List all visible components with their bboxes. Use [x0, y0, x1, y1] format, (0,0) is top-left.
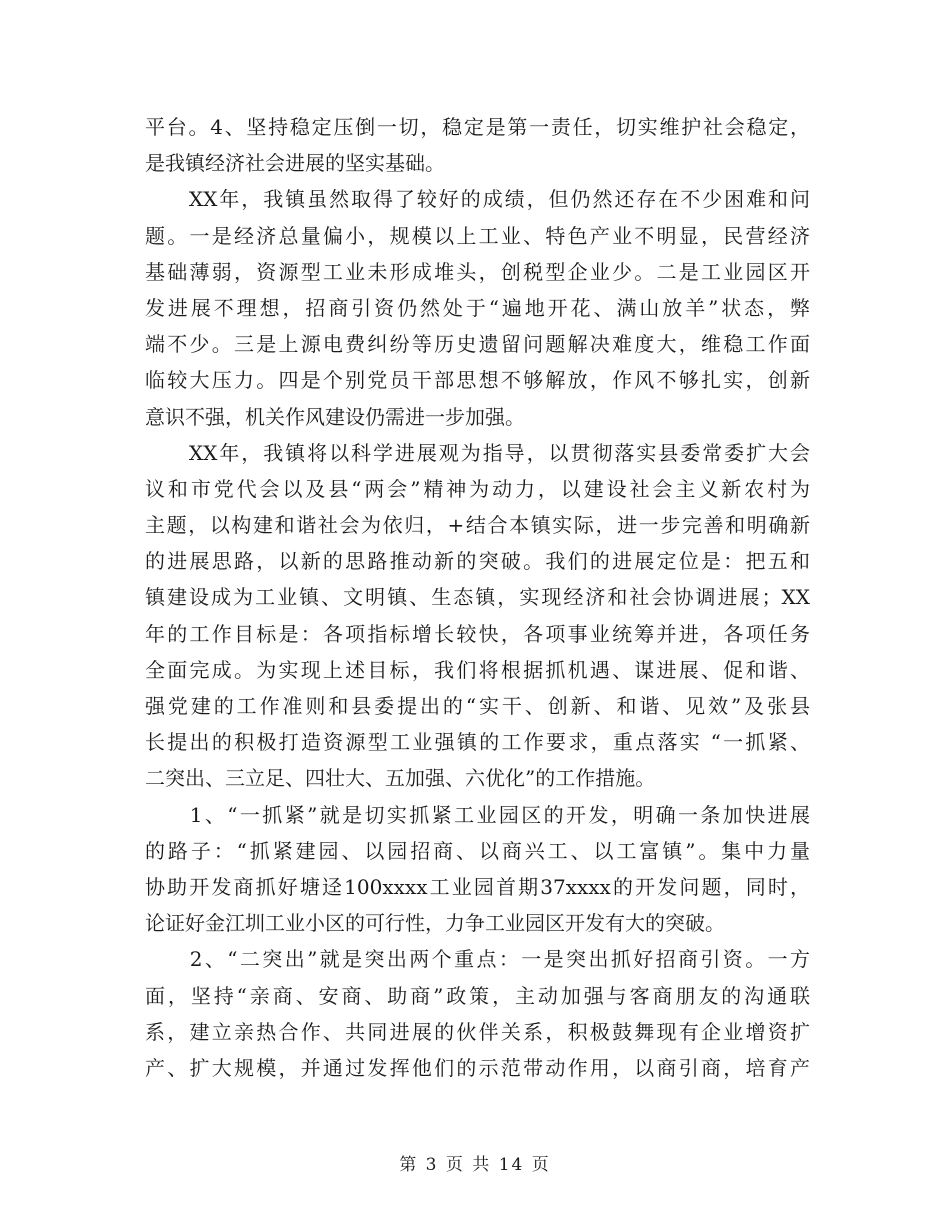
- text-line: 强党建的工作准则和县委提出的“实干、创新、和谐、见效”及张县: [145, 694, 810, 718]
- text-line: 长提出的积极打造资源型工业强镇的工作要求，重点落实 “一抓紧、: [145, 730, 810, 755]
- page-footer: 第 3 页 共 14 页: [399, 1155, 551, 1175]
- text-line: 全面完成。为实现上述目标，我们将根据抓机遇、谋进展、促和谐、: [145, 657, 810, 682]
- text-line: 是我镇经济社会进展的坚实基础。: [145, 151, 445, 176]
- text-line: 发进展不理想，招商引资仍然处于“遍地开花、满山放羊”状态，弊: [145, 295, 810, 320]
- text-line: 意识不强，机关作风建设仍需进一步加强。: [145, 404, 525, 429]
- text-line: 产、扩大规模，并通过发挥他们的示范带动作用，以商引商，培育产: [145, 1055, 810, 1080]
- text-line: 系，建立亲热合作、共同进展的伙伴关系，积极鼓舞现有企业增资扩: [145, 1019, 810, 1044]
- text-line: 面，坚持“亲商、安商、助商”政策，主动加强与客商朋友的沟通联: [145, 983, 810, 1008]
- text-line: 的进展思路，以新的思路推动新的突破。我们的进展定位是：把五和: [145, 549, 810, 574]
- text-line: 2、“二突出”就是突出两个重点：一是突出抓好招商引资。一方: [145, 947, 810, 972]
- text-line: 论证好金江圳工业小区的可行性，力争工业园区开发有大的突破。: [145, 911, 725, 936]
- body-text: [145, 109, 810, 1086]
- text-line: 基础薄弱，资源型工业未形成堆头，创税型企业少。二是工业园区开: [145, 259, 810, 284]
- text-line: XX年，我镇虽然取得了较好的成绩，但仍然还存在不少困难和问: [145, 187, 810, 212]
- text-line: 临较大压力。四是个别党员干部思想不够解放，作风不够扎实，创新: [145, 368, 810, 393]
- text-line: 议和市党代会以及县“两会”精神为动力，以建设社会主义新农村为: [145, 476, 810, 501]
- text-line: XX年，我镇将以科学进展观为指导，以贯彻落实县委常委扩大会: [145, 440, 810, 465]
- text-line: 镇建设成为工业镇、文明镇、生态镇，实现经济和社会协调进展；XX: [145, 585, 810, 610]
- text-line: 协助开发商抓好塘迳100xxxx工业园首期37xxxx的开发问题，同时，: [145, 874, 810, 899]
- text-line: 1、“一抓紧”就是切实抓紧工业园区的开发，明确一条加快进展: [145, 802, 810, 827]
- text-line: 的路子：“抓紧建园、以园招商、以商兴工、以工富镇”。集中力量: [145, 838, 810, 863]
- text-line: 二突出、三立足、四壮大、五加强、六优化”的工作措施。: [145, 766, 656, 791]
- text-line: 端不少。三是上源电费纠纷等历史遗留问题解决难度大，维稳工作面: [145, 332, 810, 357]
- text-line: 主题，以构建和谐社会为依归，+结合本镇实际，进一步完善和明确新: [145, 513, 810, 538]
- text-line: 题。一是经济总量偏小，规模以上工业、特色产业不明显，民营经济: [145, 223, 810, 248]
- text-line: 平台。4、坚持稳定压倒一切，稳定是第一责任，切实维护社会稳定，: [145, 115, 810, 139]
- text-line: 年的工作目标是：各项指标增长较快，各项事业统筹并进，各项任务: [145, 621, 810, 646]
